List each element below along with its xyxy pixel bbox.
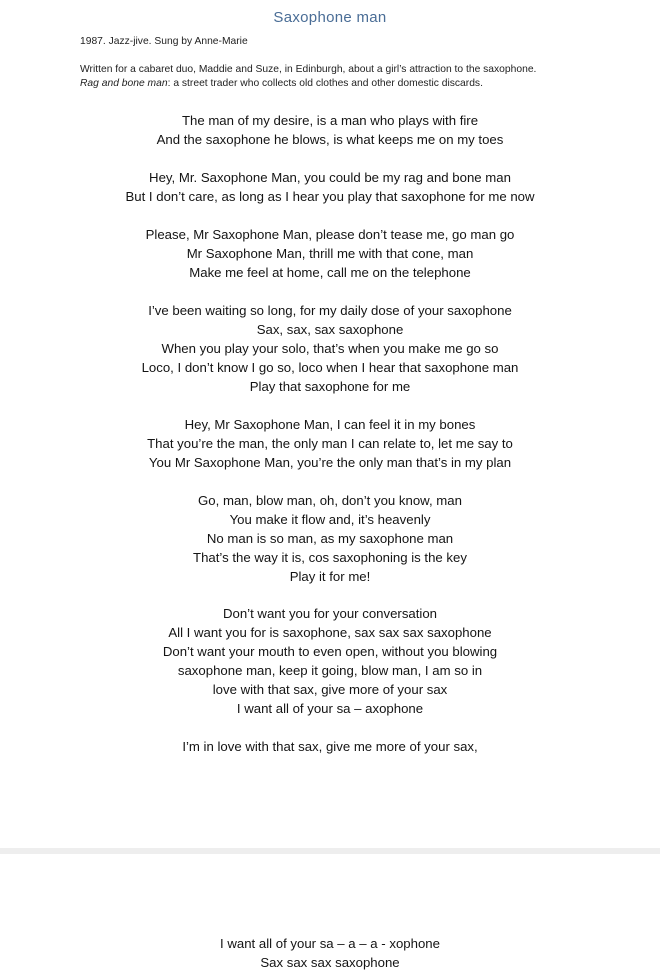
lyric-line: I want all of your sa – axophone <box>236 701 424 716</box>
lyric-line: Loco, I don’t know I go so, loco when I hear that saxophone man <box>141 360 519 375</box>
lyric-line: But I don’t care, as long as I hear you play that saxophone for me now <box>125 189 535 204</box>
lyric-line: No man is so man, as my saxophone man <box>206 531 454 546</box>
lyric-line: Hey, Mr. Saxophone Man, you could be my rag and bone man <box>149 170 511 185</box>
lyric-line: That’s the way it is, cos saxophoning is the key <box>193 550 467 565</box>
song-byline: 1987. Jazz-jive. Sung by Anne-Marie <box>80 36 248 47</box>
glossary-note <box>80 78 483 89</box>
lyric-line: You Mr Saxophone Man, you’re the only man that’s in my plan <box>148 455 512 470</box>
lyric-line: I’ve been waiting so long, for my daily dose of your saxophone <box>148 303 512 318</box>
lyric-line: Don’t want your mouth to even open, without you blowing <box>162 644 498 659</box>
lyric-line: Mr Saxophone Man, thrill me with that cone, man <box>186 246 474 261</box>
lyric-line: love with that sax, give more of your sax <box>212 682 448 697</box>
song-description: Written for a cabaret duo, Maddie and Suze, in Edinburgh, about a girl’s attraction to the saxophone. <box>80 64 537 75</box>
document-page-2 <box>0 854 660 977</box>
lyric-line: You make it flow and, it’s heavenly <box>229 512 431 527</box>
lyric-line: The man of my desire, is a man who plays with fire <box>181 113 479 128</box>
lyric-line: Make me feel at home, call me on the telephone <box>189 265 471 280</box>
lyric-line: Play that saxophone for me <box>249 379 411 394</box>
lyric-line: All I want you for is saxophone, sax sax sax saxophone <box>168 625 492 640</box>
lyric-line: Sax sax sax saxophone <box>260 955 400 970</box>
lyric-line: Go, man, blow man, oh, don’t you know, man <box>198 493 462 508</box>
lyric-line: That you’re the man, the only man I can relate to, let me say to <box>147 436 513 451</box>
lyric-line: I want all of your sa – a – a - xophone <box>220 936 440 951</box>
glossary-term: Rag and bone man <box>80 78 168 89</box>
lyric-line: Play it for me! <box>289 569 371 584</box>
lyric-line: Please, Mr Saxophone Man, please don’t tease me, go man go <box>145 227 515 242</box>
lyric-line: Sax, sax, sax saxophone <box>256 322 404 337</box>
lyric-line: Hey, Mr Saxophone Man, I can feel it in my bones <box>184 417 476 432</box>
lyric-line: saxophone man, keep it going, blow man, I am so in <box>177 663 483 678</box>
lyric-line: When you play your solo, that’s when you make me go so <box>161 341 499 356</box>
document-title: Saxophone man <box>273 9 387 26</box>
lyric-line: Don’t want you for your conversation <box>222 606 438 621</box>
glossary-definition: : a street trader who collects old clothes and other domestic discards. <box>167 78 483 89</box>
lyric-line: And the saxophone he blows, is what keeps me on my toes <box>156 132 504 147</box>
lyric-line: I’m in love with that sax, give me more of your sax, <box>182 739 478 754</box>
